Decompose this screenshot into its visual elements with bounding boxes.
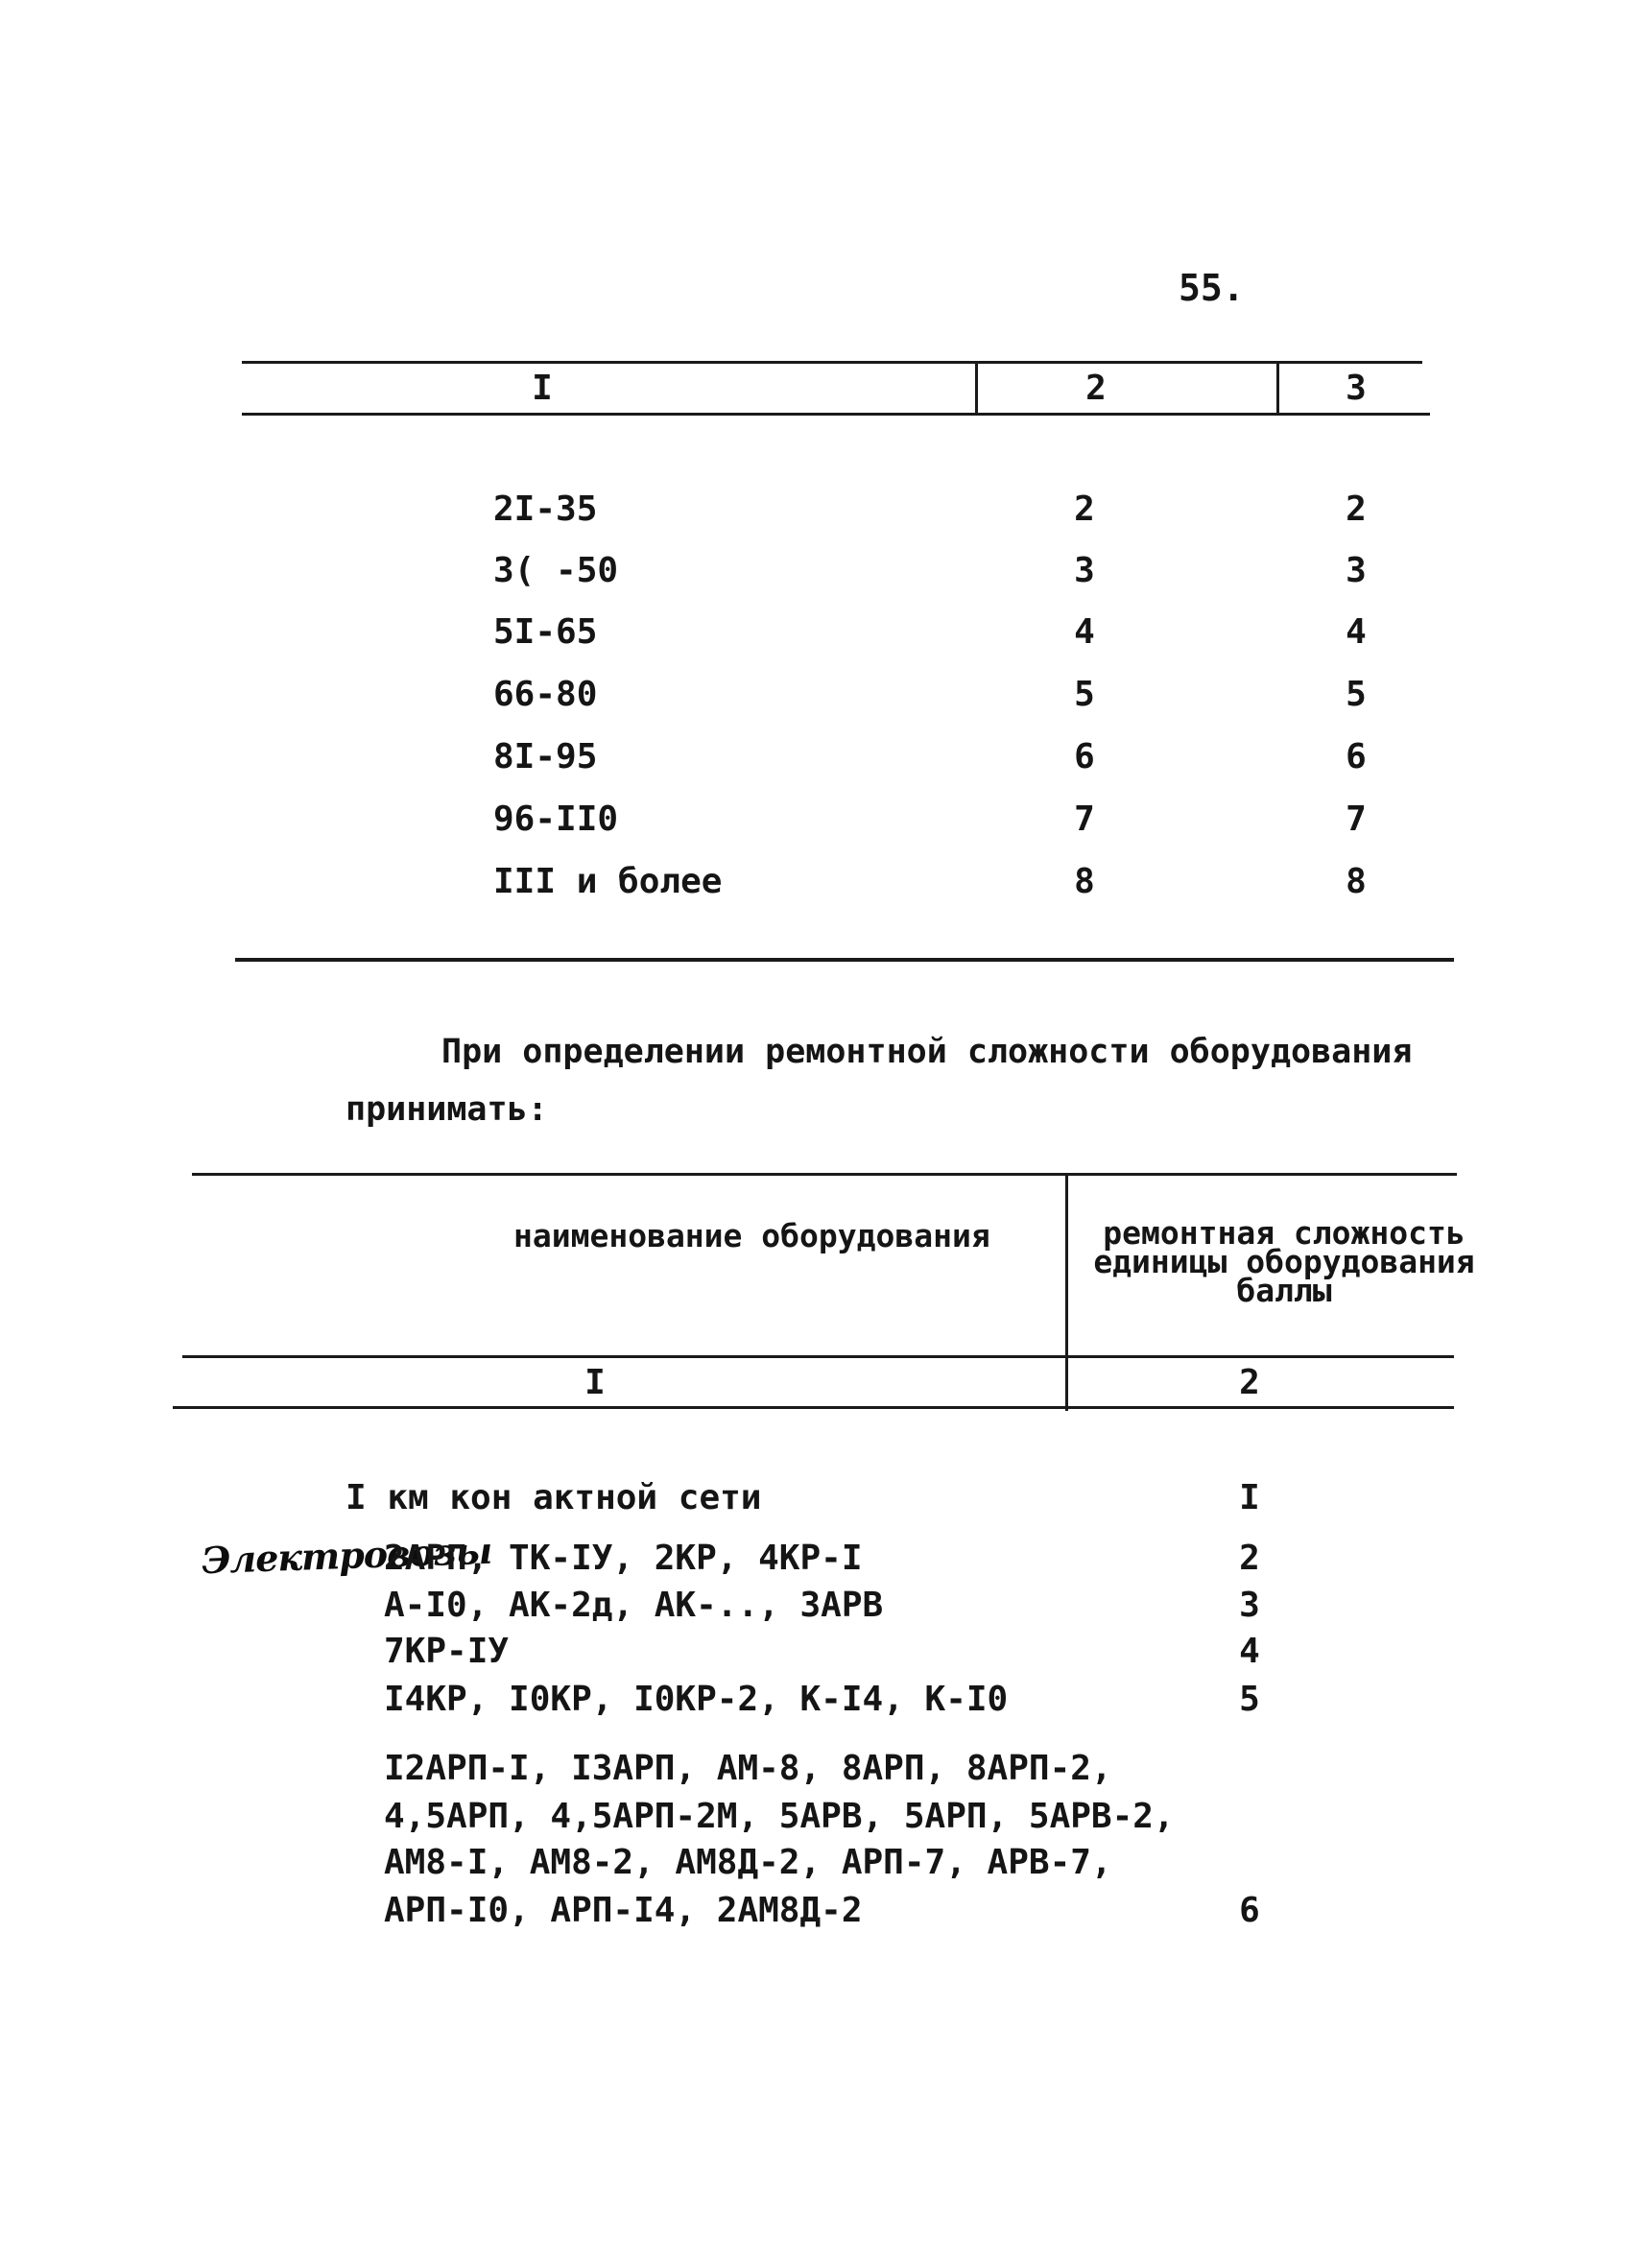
table2-col-number-2: 2: [1239, 1363, 1260, 1402]
table1-value-col2: 2: [1074, 489, 1095, 529]
repair-score: 2: [1239, 1539, 1260, 1578]
table2-col-number-1: I: [584, 1363, 606, 1402]
table2-header-score-line-1: ремонтная сложность: [1103, 1214, 1465, 1252]
table1-value-col2: 8: [1074, 862, 1095, 901]
table1-value-col2: 7: [1074, 800, 1095, 839]
table1-value-col2: 6: [1074, 737, 1095, 776]
equipment-name: А-I0, АК-2д, АК-.., 3АРВ: [384, 1586, 884, 1625]
table1-value-col3: 8: [1346, 862, 1367, 901]
table1-row: [0, 737, 1644, 799]
table1-header-2: 2: [1085, 369, 1107, 408]
table1-value-col3: 6: [1346, 737, 1367, 776]
table1-range: 5I-65: [493, 612, 598, 652]
table1-col-divider-1: [975, 361, 978, 415]
equipment-name: I4КР, I0КР, I0КР-2, К-I4, К-I0: [384, 1680, 1009, 1719]
table1-row: [0, 489, 1644, 551]
repair-score: 4: [1239, 1632, 1260, 1671]
table1-range: 3( -50: [493, 551, 619, 590]
table1-range: 2I-35: [493, 489, 598, 529]
equipment-name: АРП-I0, АРП-I4, 2АМ8Д-2: [384, 1891, 863, 1930]
table2-header-score: [1073, 1214, 1495, 1309]
table1-value-col2: 4: [1074, 612, 1095, 652]
table1-row: [0, 675, 1644, 736]
table1-header-1: I: [532, 369, 553, 408]
table2-top-rule: [192, 1173, 1457, 1176]
repair-score: 3: [1239, 1586, 1260, 1625]
repair-score: 5: [1239, 1680, 1260, 1719]
table1-header-3: 3: [1346, 369, 1367, 408]
table2-header-score-line-3: баллы: [1236, 1272, 1332, 1309]
table2-header-score-line-2: единицы оборудования: [1093, 1243, 1475, 1280]
equipment-name: 4,5АРП, 4,5АРП-2М, 5АРВ, 5АРП, 5АРВ-2,: [384, 1797, 1175, 1836]
table1-value-col3: 2: [1346, 489, 1367, 529]
table1-bottom-rule: [235, 958, 1454, 962]
table1-row: [0, 551, 1644, 612]
table1-value-col2: 3: [1074, 551, 1095, 590]
table1-top-rule: [242, 361, 1422, 364]
table1-value-col3: 5: [1346, 675, 1367, 714]
table1-range: 8I-95: [493, 737, 598, 776]
equipment-name: 7КР-IУ: [384, 1632, 510, 1671]
table1-row: [0, 800, 1644, 861]
equipment-name: I2АРП-I, I3АРП, АМ-8, 8АРП, 8АРП-2,: [384, 1749, 1112, 1788]
table2-header-bottom-rule: [173, 1406, 1454, 1409]
table2-header-name: наименование оборудования: [513, 1217, 990, 1254]
table1-range: 66-80: [493, 675, 598, 714]
handwritten-note: Электровозы: [201, 1528, 492, 1583]
table1-value-col2: 5: [1074, 675, 1095, 714]
table1-header-rule: [242, 413, 1430, 416]
table1-range: 96-II0: [493, 800, 619, 839]
repair-score: 6: [1239, 1891, 1260, 1930]
page-number: 55.: [1179, 267, 1245, 309]
equipment-name: 2АРП, ТК-IУ, 2КР, 4КР-I: [384, 1539, 863, 1578]
table1-value-col3: 7: [1346, 800, 1367, 839]
equipment-name: I км кон актной сети: [345, 1478, 762, 1517]
paragraph-line-2: принимать:: [345, 1090, 548, 1129]
equipment-name: АМ8-I, АМ8-2, АМ8Д-2, АРП-7, АРВ-7,: [384, 1843, 1112, 1882]
table1-value-col3: 4: [1346, 612, 1367, 652]
table1-range: III и более: [493, 862, 723, 901]
repair-score: I: [1239, 1478, 1260, 1517]
table1-row: [0, 612, 1644, 674]
table1-row: [0, 862, 1644, 923]
table1-value-col3: 3: [1346, 551, 1367, 590]
paragraph-line-1: При определении ремонтной сложности оборудования: [441, 1033, 1413, 1071]
table2-mid-rule: [182, 1355, 1454, 1358]
table2-col-divider: [1065, 1173, 1068, 1411]
